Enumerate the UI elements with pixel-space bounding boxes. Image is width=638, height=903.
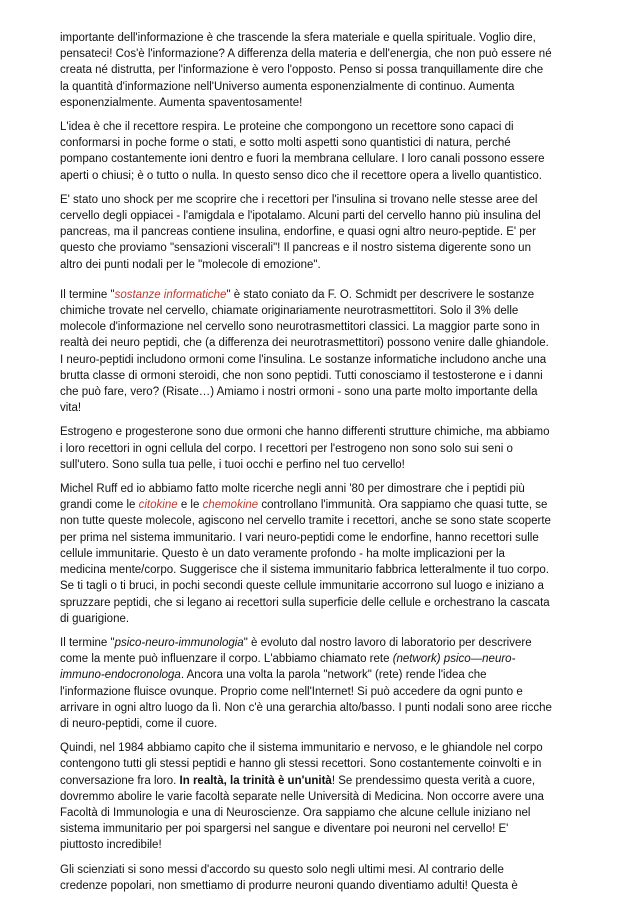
paragraph-psychoneuroimmunology [60,635,552,732]
text-segment: Il termine " [60,636,115,649]
text-segment: controllano l'immunità. Ora sappiamo che quasi tutte, se non tutte queste molecole, agiscono nel cervello tramite i recettori, anche se sono state scoperte per prima nel sistema immunitario. I vari neuro-peptidi come le endorfine, hanno recettori sulle cellule immunitarie. Questo è un dato veramente profondo - ha molte implicazioni per la medicina mente/corpo. Suggerisce che il sistema immunitario fabbrica letteralmente il tuo corpo. Se ti tagli o ti bruci, in pochi secondi queste cellule immunitarie accorrono sul luogo e iniziano a spruzzare peptidi, che si legano ai recettori sulla superficie delle cellule e orchestrano la cascata di guarigione. [60,499,551,625]
paragraph-informational-substances [60,287,552,417]
paragraph-insulin-receptors: E' stato uno shock per me scoprire che i recettori per l'insulina si trovano nelle stesse aree del cervello degli oppiacei - l'amigdala e l'ipotalamo. Alcuni parti del cervello hanno più insulina del pancreas, ma il pancreas contiene insulina, endorfine, e quasi ogni altro neuro-peptide. E' per questo che proviamo "sensazioni viscerali"! Il pancreas e il nostro sistema digerente sono un altro dei punti nodali per le "molecole di emozione". [60,193,541,271]
text-segment: . Ancora una volta la parola "network" (rete) rende l'idea che l'informazione fluisce ovunque. Proprio come nell'Internet! Si può accedere da ogni punto e arrivare in ogni altro luogo da lì. Non c'è una gerarchia alto/basso. I punti nodali sono aree ricche di neuro-peptidi, come il cuore. [60,669,552,730]
paragraph-receptor-breathes: L'idea è che il recettore respira. Le proteine che compongono un recettore sono capaci di conformarsi in poche forme o stati, e sotto molti aspetti sono quantistici di natura, perché pompano costantemente ioni dentro e fuori la membrana cellulare. I loro canali possono essere aperti o chiusi; è o tutto o nulla. In questo senso dico che il recettore opera a livello quantistico. [60,121,545,182]
bold-trinity-statement: In realtà, la trinità è un'unità [179,774,332,787]
text-segment: Quindi, nel 1984 abbiamo capito che il sistema immunitario e nervoso, e le ghiandole nel corpo contengono tutti gli stessi peptidi e hanno gli stessi recettori. Sono costantemente coinvolti e in conversazione fra loro. [60,742,543,787]
text-segment: e le [177,499,203,512]
document-page [60,30,552,902]
paragraph-trinity [60,740,552,853]
text-segment: " è stato coniato da F. O. Schmidt per descrivere le sostanze chimiche trovate nel cervello, chiamate originariamente neurotrasmettitori. Solo il 3% delle molecole d'informazione nel cervello sono neurotrasmettitori classici. La maggior parte sono in realtà dei neuro peptidi, che (a differenza dei neurotrasmettitori) possono venire dalle ghiandole. I neuro-peptidi includono ormoni come l'insulina. Le sostanze informatiche includono anche una brutta classe di ormoni steroidi, che non sono peptidi. Tutti conosciamo il testosterone e i danni che può fare, vero? (Risate…) Amiamo i nostri ormoni - sono una parte molto importante della vita! [60,288,549,415]
text-segment: Il termine " [60,288,115,301]
term-psychoneuroimmunology: psico-neuro-immunologia [114,636,244,649]
text-segment: " è evoluto dal nostro lavoro di laboratorio per descrivere come la mente può influenzare il corpo. L'abbiamo chiamato rete [60,636,532,666]
term-cytokines: citokine [138,499,178,512]
text-segment: ! Se prendessimo questa verità a cuore, dovremmo abolire le varie facoltà separate nelle Università di Medicina. Non occorre avere una Facoltà di Immunologia e una di Neuroscienze. Ora sappiamo che alcune cellule iniziano nel sistema immunitario per poi spargersi nel sangue e diventare poi neuroni nel cervello! E' piuttosto incredibile! [60,774,544,852]
paragraph-information: importante dell'informazione è che trascende la sfera materiale e quella spirituale. Voglio dire, pensateci! Cos'è l'informazione? A differenza della materia e dell'energia, che non può essere né creata né distrutta, per l'informazione è vero l'opposto. Penso si possa tranquillamente dire che la quantità d'informazione nell'Universo aumenta esponenzialmente di continuo. Aumenta esponenzialmente. Aumenta spaventosamente! [60,32,552,109]
term-network: (network) psico—neuro-immuno-endocronologa [60,653,516,682]
term-chemokines: chemokine [202,499,259,512]
paragraph-estrogen: Estrogeno e progesterone sono due ormoni che hanno differenti strutture chimiche, ma abbiamo i loro recettori in ogni cellula del corpo. I recettori per l'estrogeno non sono solo sui seni o sull'utero. Sono sulla tua pelle, i tuoi occhi e perfino nel tuo cervello! [60,426,550,471]
paragraph-cytokines [60,481,552,627]
paragraph-neurons: Gli scienziati si sono messi d'accordo su questo solo negli ultimi mesi. Al contrario delle credenze popolari, non smettiamo di produrre neuroni quando diventiamo adulti! Questa è [60,863,518,892]
term-informational-substances: sostanze informatiche [114,288,227,301]
text-segment: Michel Ruff ed io abbiamo fatto molte ricerche negli anni '80 per dimostrare che i peptidi più grandi come le [60,483,525,512]
